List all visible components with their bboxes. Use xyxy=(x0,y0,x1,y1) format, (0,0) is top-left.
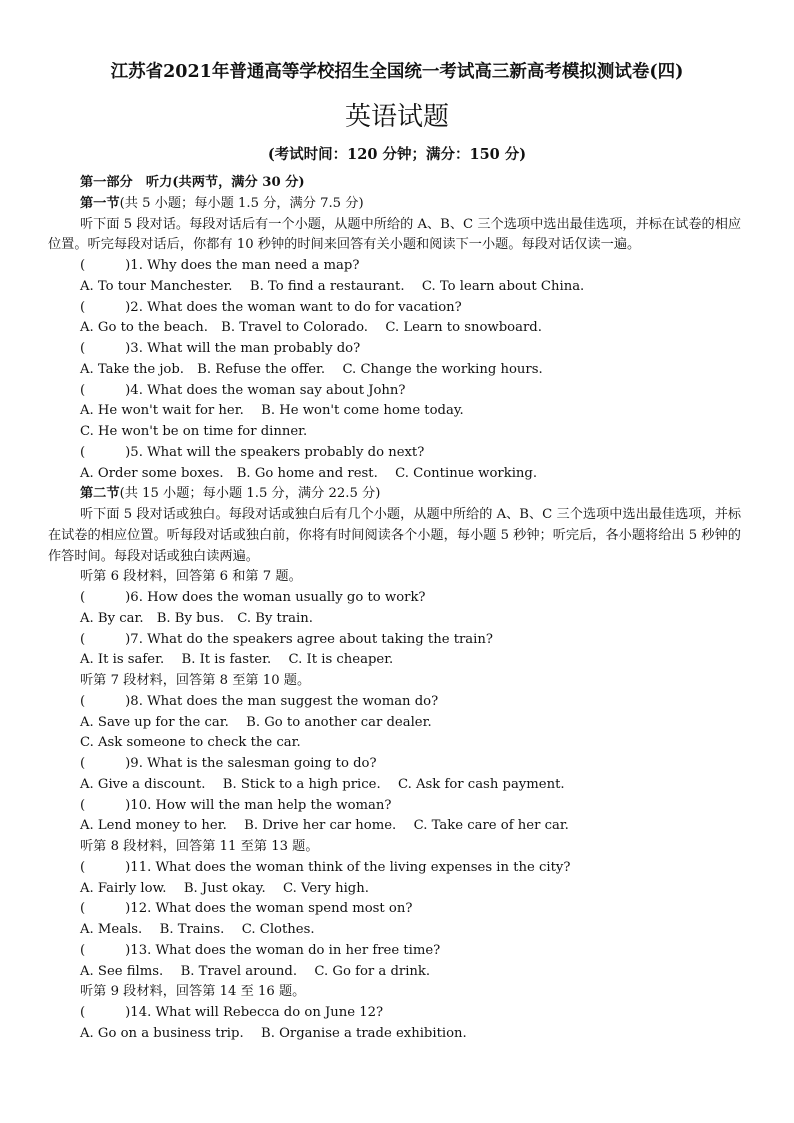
answer-options: A. It is safer. B. It is faster. C. It is cheaper. xyxy=(80,652,394,668)
answer-options: A. Order some boxes. B. Go home and rest. C. Continue working. xyxy=(80,465,538,481)
answer-options: C. He won't be on time for dinner. xyxy=(80,424,308,439)
section2-instructions: 听下面 5 段对话或独白。每段对话或独白后有几个小题，从题中所给的 A、B、C 三个选项中选出最佳选项，并标在试卷的相应位置。听每段对话或独白前，你将有时间阅读各个小题，每小题 5 秒钟；听完后，各小题将给出 5 秒钟的作答时间。每段对话或独白读两遍。 xyxy=(48,507,742,564)
answer-options: A. Go on a business trip. B. Organise a trade exhibition. xyxy=(80,1025,467,1041)
question-stem: ( )13. What does the woman do in her free time? xyxy=(80,942,441,958)
part-heading: 第一部分 听力(共两节，满分 30 分) xyxy=(80,175,305,190)
question-stem: ( )8. What does the man suggest the woman do? xyxy=(80,693,439,709)
material-heading: 听第 6 段材料，回答第 6 和第 7 题。 xyxy=(80,569,302,585)
answer-options: A. Go to the beach. B. Travel to Colorado. C. Learn to snowboard. xyxy=(80,320,542,336)
question-stem: ( )2. What does the woman want to do for vacation? xyxy=(80,299,462,315)
answer-options: A. By car. B. By bus. C. By train. xyxy=(80,610,313,626)
question-stem: ( )7. What do the speakers agree about taking the train? xyxy=(80,631,493,647)
answer-options: A. Fairly low. B. Just okay. C. Very high. xyxy=(80,880,369,896)
question-stem: ( )10. How will the man help the woman? xyxy=(80,797,392,813)
answer-options: A. Save up for the car. B. Go to another car dealer. xyxy=(80,714,432,730)
material-heading: 听第 7 段材料，回答第 8 至第 10 题。 xyxy=(80,673,311,688)
answer-options: A. Give a discount. B. Stick to a high price. C. Ask for cash payment. xyxy=(80,776,565,792)
answer-options: A. Take the job. B. Refuse the offer. C. Change the working hours. xyxy=(80,361,543,377)
subject-title: 英语试题 xyxy=(344,102,449,132)
question-stem: ( )4. What does the woman say about John? xyxy=(80,382,406,398)
exam-body xyxy=(48,173,753,1045)
question-stem: ( )3. What will the man probably do? xyxy=(80,341,361,356)
answer-options: C. Ask someone to check the car. xyxy=(80,735,301,751)
answer-options: A. He won't wait for her. B. He won't come home today. xyxy=(80,403,464,419)
material-heading: 听第 8 段材料，回答第 11 至第 13 题。 xyxy=(80,839,319,854)
section1-instructions: 听下面 5 段对话。每段对话后有一个小题，从题中所给的 A、B、C 三个选项中选出最佳选项，并标在试卷的相应位置。听完每段对话后，你都有 10 秒钟的时间来回答有关小题和阅读下一小题。每段对话仅读一遍。 xyxy=(48,216,742,253)
question-stem: ( )11. What does the woman think of the living expenses in the city? xyxy=(80,859,571,875)
question-stem: ( )9. What is the salesman going to do? xyxy=(80,756,377,771)
answer-options: A. See films. B. Travel around. C. Go for a drink. xyxy=(80,963,431,979)
question-list-section1 xyxy=(48,256,753,484)
question-list-section2 xyxy=(48,567,753,1044)
question-stem: ( )5. What will the speakers probably do next? xyxy=(80,444,425,460)
question-stem: ( )6. How does the woman usually go to work? xyxy=(80,590,426,605)
exam-info: (考试时间：120 分钟；满分：150 分) xyxy=(267,146,527,163)
section2-heading: 第二节(共 15 小题；每小题 1.5 分，满分 22.5 分) xyxy=(80,486,381,502)
question-stem: ( )12. What does the woman spend most on? xyxy=(80,901,413,917)
question-stem: ( )1. Why does the man need a map? xyxy=(80,258,360,273)
exam-title: 江苏省2021年普通高等学校招生全国统一考试高三新高考模拟测试卷(四) xyxy=(110,62,684,82)
answer-options: A. Meals. B. Trains. C. Clothes. xyxy=(80,922,315,937)
question-stem: ( )14. What will Rebecca do on June 12? xyxy=(80,1005,384,1020)
material-heading: 听第 9 段材料，回答第 14 至 16 题。 xyxy=(80,984,306,1000)
answer-options: A. To tour Manchester. B. To find a restaurant. C. To learn about China. xyxy=(80,278,585,294)
answer-options: A. Lend money to her. B. Drive her car home. C. Take care of her car. xyxy=(80,818,569,834)
section1-heading: 第一节(共 5 小题；每小题 1.5 分，满分 7.5 分) xyxy=(80,195,364,211)
